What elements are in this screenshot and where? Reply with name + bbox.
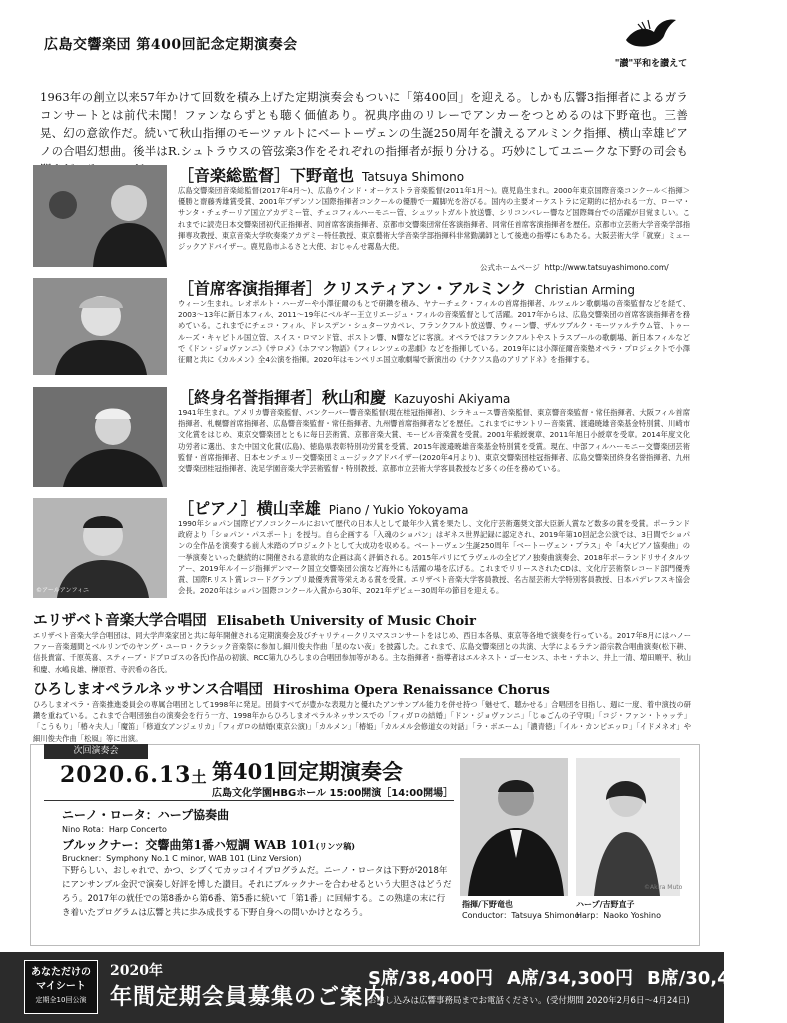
dove-icon [620,14,680,54]
profile-role: ［首席客演指揮者］ [178,279,323,298]
performer-en: Conductor：Tatsuya Shimono [462,911,580,920]
profile-name-4 [178,496,468,519]
program-note: (リンツ稿) [315,841,356,851]
photo-shimono [33,165,167,267]
choir-text-2: ひろしまオペラ・音楽推進委員会の専属合唱団として1998年に発足。団員すべてが豊かな表現力と優れたアンサンブル能力を併せ持つ「魅せて、聴かせる」合唱団を目指し、週に一度、着中演技の研鑽を重ねている。これまで合唱団独自の演奏会を行う一方、1998年からひろしまオペラルネッサンスでの「フィガロの結婚」「ドン・ジョヴァンニ」「じゅごんの子守唄」「コジ・ファン・トゥッテ」「こうもり」「椿々夫人」「魔笛」「修道女アンジェリカ」「フィガロの結婚(東京公演)」「カルメン」「椿姫」「カルメル会修道女の対話」「ラ・ボエーム」「濃青徳」「イル・カンピエッロ」「イドメネオ」や細川俊夫作曲「松風」等に出演。 [33,700,691,743]
profile-roman-name: Tatsuya Shimono [362,170,465,184]
photo-akiyama [33,387,167,487]
profile-role: ［終身名誉指揮者］ [178,388,323,407]
program-item-2-en: Bruckner：Symphony No.1 C minor, WAB 101 (Linz Version) [62,854,302,863]
page-title: 広島交響楽団 第400回記念定期演奏会 [44,37,298,53]
profile-jp-name: 横山幸雄 [256,499,321,518]
performer-harp [576,899,661,921]
homepage-label: 公式ホームページ [480,263,540,272]
choir-text-1: エリザベト音楽大学合唱団は、同大学声楽家団と共に毎年開催される定期演奏会及びチャリティークリスマスコンサートをはじめ、西日本各県、東京等各地で演奏を行っている。2017年8月にはハノーファー音楽週間とベルリンでのヤング・ユーロ・クラシック音楽祭に参加し細川俊夫作曲「星のない夜」を披露した。これまで、広島交響楽団との共演、大学によるラテン語宗教合唱曲演奏(松下耕、信長貴富、千原英喜、スティーブ・ドブロゴスの各氏)作品の初演、RCC第九ひろしまの合唱団参加等がある。主な指揮者・指導者はエルネスト・ゴーセンス、ホセ・テホン、井上一清、増田順平、秋山和慶、水嶋良雄、榊原哲、寺沢希の各氏。 [33,631,691,674]
performer-en: Harp：Naoko Yoshino [576,911,661,920]
profile-roman-name: Piano / Yukio Yokoyama [328,503,469,517]
badge-line-3: 定期全10回公演 [35,996,87,1004]
program-item-1-en: Nino Rota：Harp Concerto [62,825,167,834]
profile-bio-1: 広島交響楽団音楽総監督(2017年4月〜)、広島ウインド・オーケストラ音楽監督(2011年1月〜)。鹿児島生まれ。2000年東京国際音楽コンクール＜指揮＞優勝と齋藤秀雄賞受賞、2001年ブザンソン国際指揮者コンクールの優勝で一躍脚光を浴びる。国内の主要オーケストラに定期的に招かれる一方、ローマ・サンタ・チェチーリア国立アカデミー管、チェコフィルハーモニー管、シュツットガルト放送響、シリコンバレー響など国際舞台での活躍が目覚ましい。これまでに読売日本交響楽団初代正指揮者、同首席客演指揮者、京都市交響楽団常任客演指揮者、同常任首席客演指揮者を歴任。京都市立芸術大学音楽学部指揮専攻教授、東京音楽大学吹奏楽アカデミー特任教授、東京藝術大学音楽学部指揮科非常勤講師として後進の指導にもあたる。大阪芸術大学「就寮」ミュージックアドバイザー。鹿児島市ふるさと大使、おじゃんせ霧島大使。 [178,186,690,252]
program-item-1: ニーノ・ロータ：ハープ協奏曲 [62,808,230,822]
profile-jp-name: 下野竜也 [290,166,355,185]
intro-text: 1963年の創立以来57年かけて回数を積み上げた定期演奏会もついに「第400回」を迎える。しかも広響3指揮者によるガラコンサートとは前代未聞！ファンならずとも聴く価値あり。祝典序曲のリレーでアンカーをつとめるのは下野竜也。三善晃、幻の意欲作だ。続いて秋山指揮のモーツァルトにベートーヴェンの生誕250周年を讃えるアルミンク指揮、横山幸雄ピアノの合唱幻想曲。後半はR.シュトラウスの管弦楽3作をそれぞれの指揮者が振り分ける。巧妙にしてユニークな下野の司会も [40,90,688,158]
my-seat-badge [24,960,98,1014]
homepage-url[interactable]: http://www.tatsuyashimono.com/ [544,263,669,272]
divider [44,800,454,801]
profile-roman-name: Christian Arming [534,283,635,297]
footer-title: 年間定期会員募集のご案内 [110,984,387,1010]
profile-name-2 [178,276,635,299]
choir-jp-name: ひろしまオペラルネッサンス合唱団 [33,681,263,698]
profile-name-1 [178,163,464,186]
profile-role: ［音楽総監督］ [178,166,291,185]
profile-name-3 [178,385,510,408]
photo-credit: ©アールアンフィニ [36,587,89,594]
next-concert-date [60,762,208,788]
badge-line-2: マイシート [36,981,86,992]
homepage-link[interactable] [480,262,669,273]
program-item-2 [62,836,355,853]
performer-conductor [462,899,579,921]
footer-note: お申し込みは広響事務局までお電話ください。(受付期間 2020年2月6日〜4月24日) [368,996,690,1006]
profile-jp-name: クリスティアン・アルミンク [322,279,527,298]
profile-roman-name: Kazuyoshi Akiyama [394,392,511,406]
next-concert-description: 下野らしい、おしゃれで、かつ、シブくてカッコイイプログラムだ。ニーノ・ロータは下野が2018年にアンサンブル金沢で演奏し好評を博した讃目。それにブルックナーを合わせるという大胆さはどうだろう。2017年の就任での第8番から第6番、第5番に続いて「第1番」に回帰する。この熟達の末に行き着いたプログラムは広響と共に歩み成長する下野自身への問いかけとなろう。 [62,866,452,918]
next-concert-title: 第401回定期演奏会 [212,759,403,784]
photo-yokoyama [33,498,167,598]
date-value: 2020.6.13 [60,762,192,788]
badge-line-1: あなただけの [31,967,91,978]
next-concert-tag: 次回演奏会 [44,744,148,759]
price-b: B席/30,400円 [646,968,773,989]
profile-bio-2: ウィーン生まれ。レオポルト・ハーガーや小澤征爾のもとで研鑽を積み、ヤナーチェク・フィルの首席指揮者、ルツェルン歌劇場の音楽監督などを経て、2003〜13年に新日本フィル、2011〜19年にベルギー王立リエージュ・フィルの音楽監督として活躍。2017年からは、広島交響楽団の首席客演指揮者を務めている。これまでにチェコ・フィル、ドレスデン・シュターツカペレ、フランクフルト放送響、ウィーン響、ザルツブルク・モーツァルテウム管、トゥールーズ・キャピトル国立管、スイス・ロマンド管、ボストン響、N響などに客演。オペラではフランクフルトやストラスブールの歌劇場、新日本フィルなどで《ドン・ジョヴァンニ》《サロメ》《ホフマン物語》《フィレンツェの悲劇》などを指揮している。2019年には小澤征爾音楽塾オペラ・プロジェクトで小澤征爾と共に《カルメン》全4公演を指揮。2020年はモンペリエ国立歌劇場で新演出の《ナクソス島のアリアドネ》を指揮する。 [178,299,690,365]
price-a: A席/34,300円 [507,968,633,989]
choir-roman-name: Hiroshima Opera Renaissance Chorus [272,683,550,698]
choir-title-2 [33,678,550,699]
choir-title-1 [33,609,476,630]
next-concert-venue: 広島文化学園HBGホール 15:00開演［14:00開場］ [212,788,454,799]
profile-role: ［ピアノ］ [178,499,257,518]
profile-bio-4: 1990年ショパン国際ピアノコンクールにおいて歴代の日本人として最年少入賞を果たし、文化庁芸術選奨文部大臣新人賞など数多の賞を受賞。ポーランド政府より「ショパン・パスポート」を授与。自ら企画する「入魂のショパン」はギネス世界記録に認定され、2019年第10回記念公演では、3日間でショパンの全作品を演奏する前人未踏のプロジェクトとして大成功を収める。ベートーヴェン生誕250周年「ベートーヴェン・プラス」や「4大ピアノ協奏曲」の一挙演奏といった継続的に開催される意欲的な企画は高く評価される。2015年パリにてラヴェルの全ピアノ独奏曲演奏会、2018年ボーランドリサイタルツアー、2019年ルイージ指揮デンマーク国立交響楽団公演など海外にも活躍の場を広げる。これまでリリースされたCDは、文化庁芸術祭レコード部門優秀賞、国際F.リスト賞レコードグランプリ最優秀賞等栄えある賞を受賞。エリザベト音楽大学客員教授、名古屋芸術大学特別客員教授、日本パデレフスキ協会会長。2020年はショパン国際コンクール入賞から30年、2021年デビュー30周年の節目を迎える。 [178,519,690,596]
program-title: ブルックナー：交響曲第1番ハ短調 WAB 101 [62,838,316,852]
choir-roman-name: Elisabeth University of Music Choir [216,614,476,629]
performer-jp: ハープ/吉野直子 [576,900,635,909]
photo-credit: ©Akira Muto [644,884,683,891]
profile-bio-3: 1941年生まれ。アメリカ響音楽監督、バンクーバー響音楽監督(現在桂冠指揮者)、シラキュース響音楽監督、東京響音楽監督・常任指揮者、大阪フィル首席指揮者、札幌響首席指揮者、広島響音楽監督・常任指揮者、九州響首席指揮者などを歴任。これまでにサントリー音楽賞、渡邉暁雄音楽基金特別賞、川崎市文化賞をはじめ、東京交響楽団とともに毎日芸術賞、京都音楽大賞、モービル音楽賞を受賞。2001年紫綬褒章、2011年旭日小綬章を受章。2014年度文化功労者に選出、また中国文化賞(広島)、徳島県表彰特別功労賞を受賞、2015年渡邉暁雄音楽基金特別賞を受賞。現在、中部フィルハーモニー交響楽団芸術監督・首席指揮者、日本センチュリー交響楽団ミュージックアドバイザー(2020年4月より)、東京交響楽団桂冠指揮者、広島交響楽団終身名誉指揮者、九州交響楽団桂冠指揮者、洗足学園音楽大学芸術監督・特別教授、京都市立芸術大学客員教授など多くの任を務めている。 [178,408,690,474]
photo-conductor [460,758,568,896]
photo-arming [33,278,167,375]
performer-jp: 指揮/下野竜也 [462,900,513,909]
date-weekday: 土 [191,768,208,786]
footer-year: 2020年 [110,963,163,979]
photo-harpist [576,758,683,896]
profile-jp-name: 秋山和慶 [322,388,387,407]
dove-caption: "讃"平和を讃えて [614,59,688,69]
choir-jp-name: エリザベト音楽大学合唱団 [33,612,207,629]
price-s: S席/38,400円 [368,968,493,989]
seat-prices [368,964,787,990]
